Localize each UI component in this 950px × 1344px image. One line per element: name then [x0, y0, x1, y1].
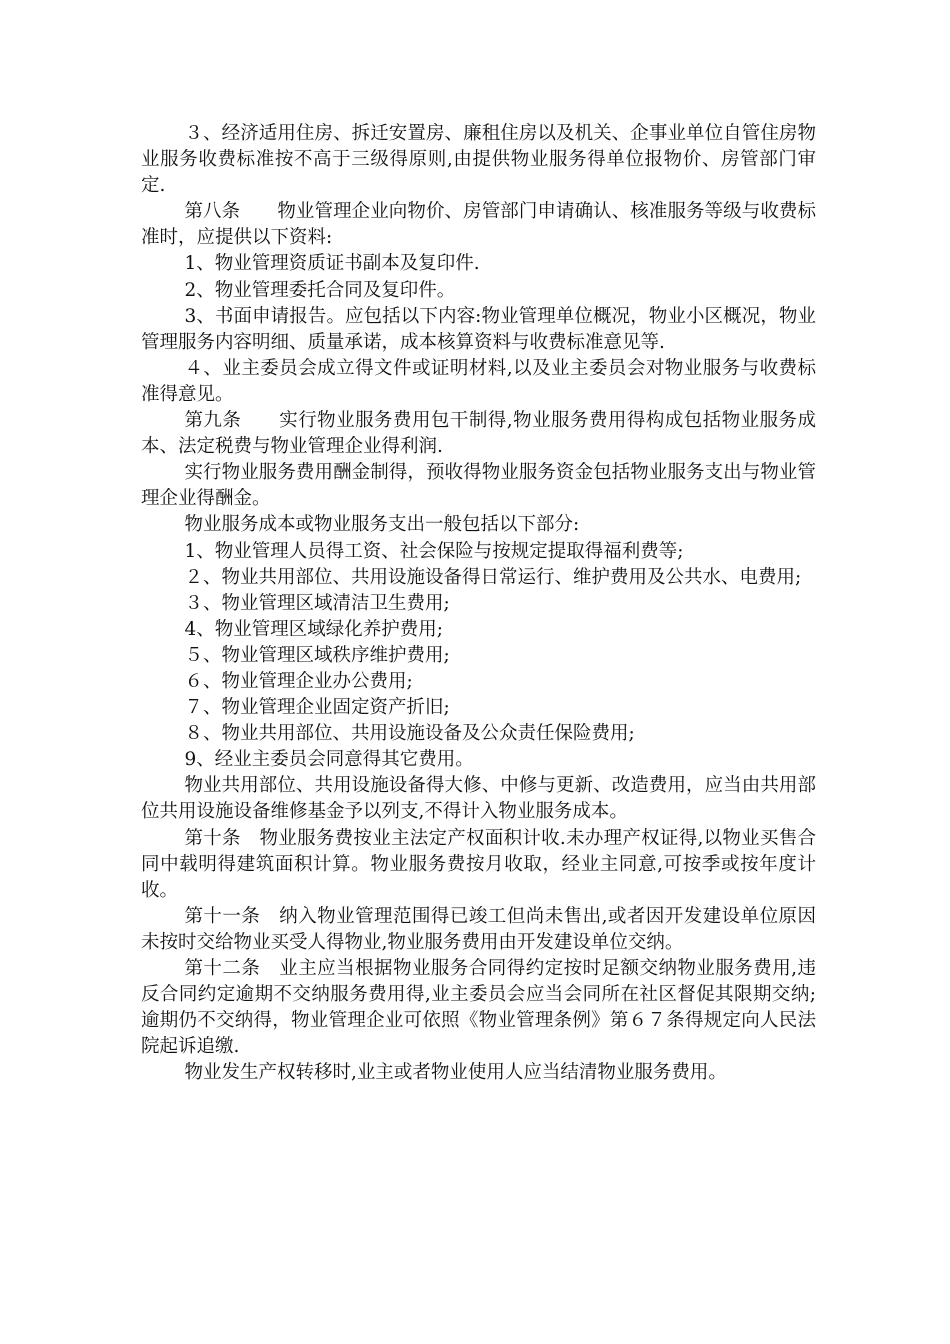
list-item-office-costs: ６、物业管理企业办公费用;: [184, 670, 413, 692]
list-item-greening-costs: 4、物业管理区域绿化养护费用;: [184, 618, 443, 640]
paragraph-article-12: 第十二条 业主应当根据物业服务合同得约定按时足额交纳物业服务费用,违反合同约定逾期不交纳服务费用得,业主委员会应当会同所在社区督促其限期交纳;逾期仍不交纳得，物业管理企业可依照《物业管理条例》第６７条得规定向人民法院起诉追缴.: [141, 958, 816, 1058]
list-item-asset-depreciation: ７、物业管理企业固定资产折旧;: [184, 697, 450, 719]
paragraph-article-8: 第八条 物业管理企业向物价、房管部门申请确认、核准服务等级与收费标准时，应提供以下资料:: [141, 201, 816, 249]
paragraph-property-transfer: 物业发生产权转移时,业主或者物业使用人应当结清物业服务费用。: [184, 1062, 727, 1084]
list-item-owners-committee-documents: ４、业主委员会成立得文件或证明材料,以及业主委员会对物业服务与收费标准得意见。: [141, 357, 816, 405]
list-item-written-application: 3、书面申请报告。应包括以下内容:物业管理单位概况，物业小区概况，物业管理服务内容明细、质量承诺，成本核算资料与收费标准意见等.: [141, 305, 816, 353]
list-item-order-maintenance-costs: ５、物业管理区域秩序维护费用;: [184, 644, 450, 666]
paragraph-maintenance-fund: 物业共用部位、共用设施设备得大修、中修与更新、改造费用，应当由共用部位共用设施设备维修基金予以列支,不得计入物业服务成本。: [141, 775, 816, 823]
document-body: [141, 121, 816, 1086]
paragraph-3-housing-fee-standard: ３、经济适用住房、拆迁安置房、廉租住房以及机关、企事业单位自管住房物业服务收费标准按不高于三级得原则,由提供物业服务得单位报物价、房管部门审定.: [141, 123, 816, 197]
paragraph-cost-components-intro: 物业服务成本或物业服务支出一般包括以下部分:: [184, 514, 580, 536]
list-item-common-facilities-operation: ２、物业共用部位、共用设施设备得日常运行、维护费用及公共水、电费用;: [184, 566, 802, 588]
list-item-staff-wages: 1、物业管理人员得工资、社会保险与按规定提取得福利费等;: [184, 540, 684, 562]
paragraph-commission-system: 实行物业服务费用酬金制得，预收得物业服务资金包括物业服务支出与物业管理企业得酬金。: [141, 462, 816, 510]
list-item-qualification-certificate: 1、物业管理资质证书副本及复印件.: [184, 253, 480, 275]
paragraph-article-9: 第九条 实行物业服务费用包干制得,物业服务费用得构成包括物业服务成本、法定税费与物业管理企业得利润.: [141, 410, 816, 458]
list-item-insurance-costs: ８、物业共用部位、共用设施设备及公众责任保险费用;: [184, 723, 635, 745]
list-item-entrustment-contract: 2、物业管理委托合同及复印件。: [184, 279, 456, 301]
list-item-cleaning-costs: ３、物业管理区域清洁卫生费用;: [184, 592, 450, 614]
paragraph-article-10: 第十条 物业服务费按业主法定产权面积计收.未办理产权证得,以物业买售合同中载明得建筑面积计算。物业服务费按月收取，经业主同意,可按季或按年度计收。: [141, 827, 816, 901]
paragraph-article-11: 第十一条 纳入物业管理范围得已竣工但尚未售出,或者因开发建设单位原因未按时交给物业买受人得物业,物业服务费用由开发建设单位交纳。: [141, 905, 816, 953]
list-item-other-costs: 9、经业主委员会同意得其它费用。: [184, 749, 474, 771]
